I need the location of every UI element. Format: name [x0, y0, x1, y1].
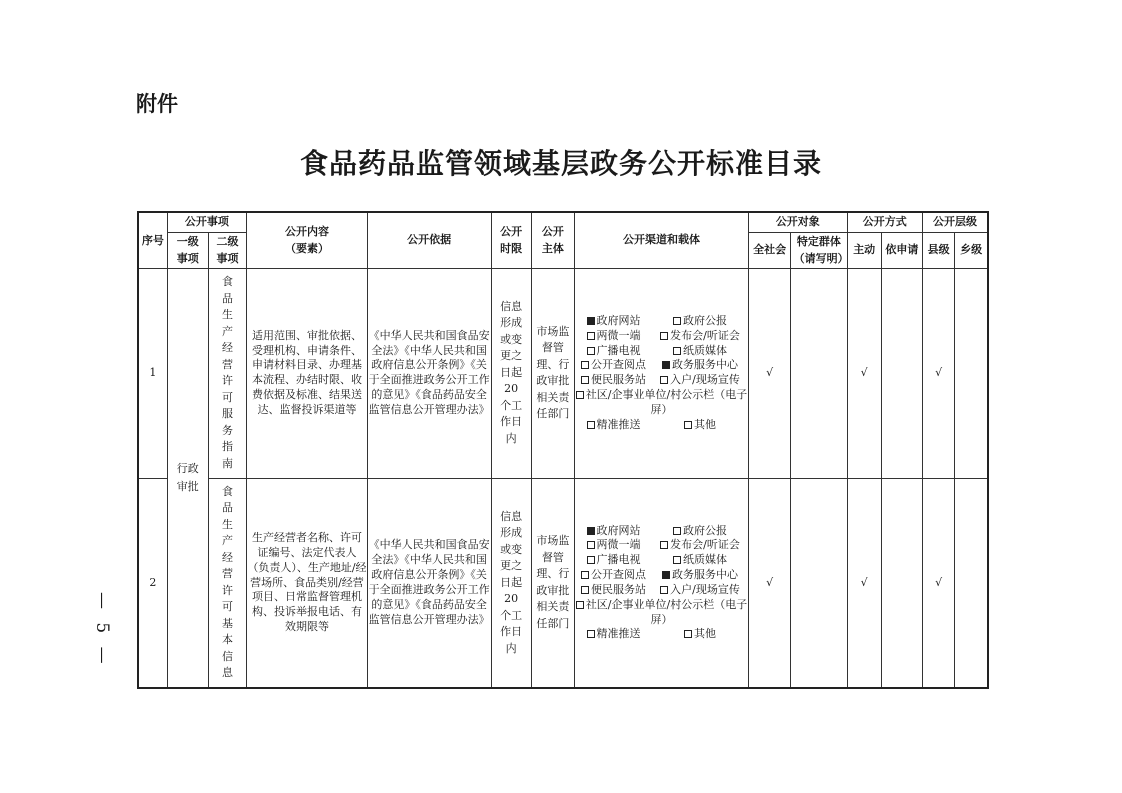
header-county: 县级 — [923, 232, 955, 268]
channel-option — [652, 538, 748, 553]
row-level2: 食品生产经营许可基本信息 — [208, 478, 246, 688]
channel-label: 精准推送 — [596, 417, 641, 431]
row-subject: 市场监督管理、行政审批相关责任部门 — [531, 478, 574, 688]
unchecked-box-icon — [660, 332, 668, 340]
channel-option — [652, 553, 748, 568]
channel-label: 两微一端 — [596, 328, 641, 342]
unchecked-box-icon — [581, 586, 589, 594]
header-channels: 公开渠道和载体 — [575, 212, 749, 268]
unchecked-box-icon — [673, 347, 681, 355]
header-active: 主动 — [847, 232, 881, 268]
channel-option — [652, 583, 748, 598]
unchecked-box-icon — [684, 421, 692, 429]
row-county: √ — [923, 268, 955, 478]
checked-box-icon — [662, 571, 670, 579]
channel-label: 便民服务站 — [591, 582, 647, 596]
channel-option — [652, 344, 748, 359]
channel-label: 社区/企事业单位/村公示栏（电子屏） — [585, 388, 748, 416]
row-on-request — [881, 478, 922, 688]
channel-label: 其他 — [694, 627, 717, 641]
header-level2: 二级事项 — [208, 232, 246, 268]
channel-option — [575, 568, 652, 583]
channel-label: 广播电视 — [596, 553, 641, 567]
row-basis: 《中华人民共和国食品安全法》《中华人民共和国政府信息公开条例》《关于全面推进政务公开工作的意见》《食品药品安全监管信息公开管理办法》 — [367, 478, 491, 688]
row-on-request — [881, 268, 922, 478]
row-township — [955, 268, 988, 478]
unchecked-box-icon — [587, 347, 595, 355]
channel-option — [575, 627, 652, 642]
channel-option — [575, 553, 652, 568]
channel-label: 其他 — [694, 417, 717, 431]
unchecked-box-icon — [587, 421, 595, 429]
row-seq: 2 — [138, 478, 167, 688]
channel-option — [575, 314, 652, 329]
unchecked-box-icon — [581, 361, 589, 369]
checked-box-icon — [587, 527, 595, 535]
document-title: 食品药品监管领域基层政务公开标准目录 — [299, 147, 822, 180]
channel-label: 政府公报 — [683, 523, 728, 537]
row-county: √ — [923, 478, 955, 688]
channel-option — [575, 358, 652, 373]
channel-label: 发布会/听证会 — [670, 328, 740, 342]
unchecked-box-icon — [576, 601, 584, 609]
channel-label: 社区/企事业单位/村公示栏（电子屏） — [585, 597, 748, 626]
channel-option — [652, 568, 748, 583]
channel-option — [575, 418, 652, 433]
row-content: 适用范围、审批依据、受理机构、申请条件、申请材料目录、办理基本流程、办结时限、收费依据及标准、结果送达、监督投诉渠道等 — [247, 268, 368, 478]
channel-option — [575, 524, 652, 539]
header-subject: 公开主体 — [531, 212, 574, 268]
unchecked-box-icon — [660, 376, 668, 384]
channel-label: 便民服务站 — [591, 373, 647, 387]
header-time-limit: 公开时限 — [491, 212, 531, 268]
checked-box-icon — [587, 317, 595, 325]
channel-label: 公开查阅点 — [591, 568, 647, 582]
channel-option — [652, 329, 748, 344]
channel-option — [575, 598, 748, 628]
channel-label: 广播电视 — [596, 343, 641, 357]
row-active: √ — [847, 268, 881, 478]
channel-label: 政府网站 — [596, 313, 641, 327]
channel-label: 政务服务中心 — [672, 568, 739, 582]
unchecked-box-icon — [576, 391, 584, 399]
channel-label: 入户/现场宣传 — [670, 582, 740, 596]
header-seq: 序号 — [138, 212, 167, 268]
channel-option — [652, 358, 748, 373]
channel-option — [575, 344, 652, 359]
checked-box-icon — [662, 361, 670, 369]
unchecked-box-icon — [673, 317, 681, 325]
row-all-society: √ — [749, 268, 791, 478]
channel-label: 纸质媒体 — [683, 343, 728, 357]
row-seq: 1 — [138, 268, 167, 478]
channel-option — [652, 418, 748, 433]
header-level: 公开层级 — [923, 212, 988, 232]
header-content: 公开内容（要素） — [247, 212, 368, 268]
page-number: — 5 — — [92, 592, 112, 668]
table-row — [138, 478, 988, 688]
channel-label: 入户/现场宣传 — [670, 373, 740, 387]
table-row — [138, 268, 988, 478]
channel-label: 发布会/听证会 — [670, 538, 740, 552]
channel-option — [575, 388, 748, 418]
channel-label: 政府网站 — [596, 523, 641, 537]
level1-item: 行政审批 — [167, 268, 208, 688]
unchecked-box-icon — [660, 541, 668, 549]
row-time-limit: 信息形成或变更之日起20个工作日内 — [491, 478, 531, 688]
row-channels — [575, 478, 749, 688]
row-subject: 市场监督管理、行政审批相关责任部门 — [531, 268, 574, 478]
channel-option — [652, 627, 748, 642]
header-audience: 公开对象 — [749, 212, 848, 232]
header-method: 公开方式 — [847, 212, 922, 232]
channel-label: 精准推送 — [596, 627, 641, 641]
unchecked-box-icon — [581, 571, 589, 579]
channel-label: 公开查阅点 — [591, 358, 647, 372]
channel-option — [652, 373, 748, 388]
unchecked-box-icon — [587, 541, 595, 549]
channel-label: 政府公报 — [683, 313, 728, 327]
unchecked-box-icon — [587, 332, 595, 340]
channel-label: 两微一端 — [596, 538, 641, 552]
row-time-limit: 信息形成或变更之日起20个工作日内 — [491, 268, 531, 478]
header-township: 乡级 — [955, 232, 988, 268]
row-content: 生产经营者名称、许可证编号、法定代表人（负责人）、生产地址/经营场所、食品类别/经营项目、日常监督管理机构、投诉举报电话、有效期限等 — [247, 478, 368, 688]
header-matter: 公开事项 — [167, 212, 246, 232]
row-specific-group — [791, 268, 847, 478]
unchecked-box-icon — [673, 527, 681, 535]
attachment-label: 附件 — [136, 92, 178, 116]
channel-option — [575, 538, 652, 553]
unchecked-box-icon — [660, 586, 668, 594]
row-specific-group — [791, 478, 847, 688]
channel-option — [575, 583, 652, 598]
unchecked-box-icon — [684, 630, 692, 638]
row-basis: 《中华人民共和国食品安全法》《中华人民共和国政府信息公开条例》《关于全面推进政务公开工作的意见》《食品药品安全监管信息公开管理办法》 — [367, 268, 491, 478]
channel-option — [652, 314, 748, 329]
header-basis: 公开依据 — [367, 212, 491, 268]
unchecked-box-icon — [587, 556, 595, 564]
row-all-society: √ — [749, 478, 791, 688]
header-specific-group: 特定群体（请写明） — [791, 232, 847, 268]
channel-option — [575, 329, 652, 344]
row-channels — [575, 268, 749, 478]
row-active: √ — [847, 478, 881, 688]
channel-label: 政务服务中心 — [672, 358, 739, 372]
header-all-society: 全社会 — [749, 232, 791, 268]
channel-option — [575, 373, 652, 388]
header-on-request: 依申请 — [881, 232, 922, 268]
channel-label: 纸质媒体 — [683, 553, 728, 567]
unchecked-box-icon — [587, 630, 595, 638]
header-level1: 一级事项 — [167, 232, 208, 268]
unchecked-box-icon — [581, 376, 589, 384]
row-township — [955, 478, 988, 688]
channel-option — [652, 524, 748, 539]
unchecked-box-icon — [673, 556, 681, 564]
row-level2: 食品生产经营许可服务指南 — [208, 268, 246, 478]
disclosure-catalog-table — [137, 211, 989, 689]
